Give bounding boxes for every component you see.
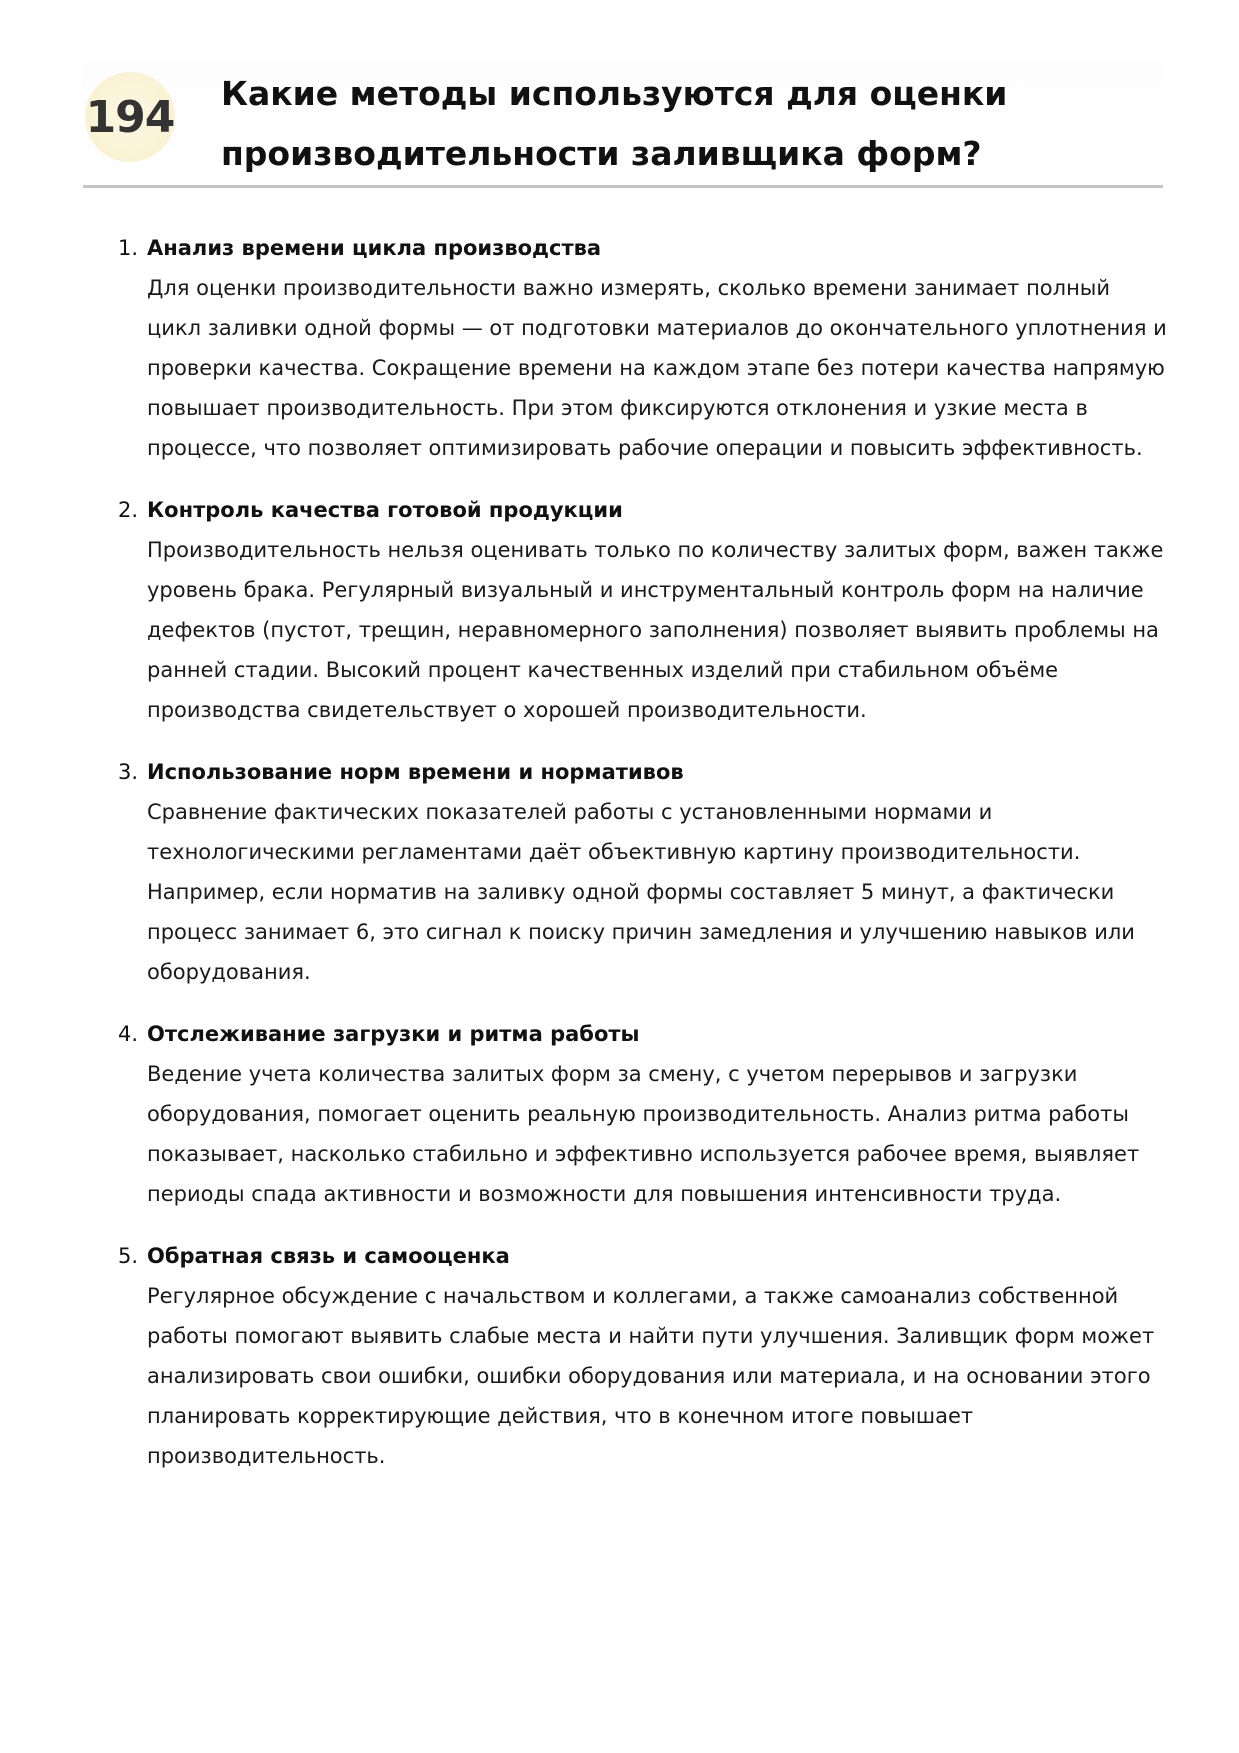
method-number: 4. bbox=[118, 1022, 139, 1046]
method-description: Регулярное обсуждение с начальством и коллегами, а также самоанализ собственной работы помогают выявить слабые места и найти пути улучшения. Заливщик форм может анализировать свои ошибки, ошибки оборудования или материала, и на основании этого планировать корректирующие действия, что в конечном итоге повышает производительность. bbox=[147, 1284, 1155, 1468]
method-description: Производительность нельзя оценивать только по количеству залитых форм, важен также уровень брака. Регулярный визуальный и инструментальный контроль форм на наличие дефектов (пустот, трещин, неравномерного заполнения) позволяет выявить проблемы на ранней стадии. Высокий процент качественных изделий при стабильном объёме производства свидетельствует о хорошей производительности. bbox=[147, 538, 1164, 722]
method-item-2 bbox=[118, 490, 1164, 730]
methods-list bbox=[118, 228, 1167, 1498]
method-number: 2. bbox=[118, 498, 139, 522]
method-number: 1. bbox=[118, 236, 139, 260]
page-title-line-1: Какие методы используются для оценки bbox=[221, 74, 1008, 113]
page-title-line-2: производительности заливщика форм? bbox=[221, 134, 982, 173]
method-description: Сравнение фактических показателей работы с установленными нормами и технологическими регламентами даёт объективную картину производительности. Например, если норматив на заливку одной формы составляет 5 минут, а фактически процесс занимает 6, это сигнал к поиску причин замедления и улучшению навыков или оборудования. bbox=[147, 800, 1135, 984]
method-title: Обратная связь и самооценка bbox=[147, 1244, 510, 1268]
method-title: Анализ времени цикла производства bbox=[147, 236, 602, 260]
method-item-4 bbox=[118, 1014, 1158, 1214]
method-description: Ведение учета количества залитых форм за смену, с учетом перерывов и загрузки оборудования, помогает оценить реальную производительность. Анализ ритма работы показывает, насколько стабильно и эффективно используется рабочее время, выявляет периоды спада активности и возможности для повышения интенсивности труда. bbox=[147, 1062, 1140, 1206]
method-description: Для оценки производительности важно измерять, сколько времени занимает полный цикл заливки одной формы — от подготовки материалов до окончательного уплотнения и проверки качества. Сокращение времени на каждом этапе без потери качества напрямую повышает производительность. При этом фиксируются отклонения и узкие места в процессе, что позволяет оптимизировать рабочие операции и повысить эффективность. bbox=[147, 276, 1167, 460]
page-number-badge: 194 bbox=[85, 72, 175, 162]
page-title bbox=[221, 64, 1121, 184]
method-number: 5. bbox=[118, 1244, 139, 1268]
method-title: Отслеживание загрузки и ритма работы bbox=[147, 1022, 640, 1046]
method-title: Использование норм времени и нормативов bbox=[147, 760, 684, 784]
method-item-3 bbox=[118, 752, 1158, 992]
method-number: 3. bbox=[118, 760, 139, 784]
method-item-5 bbox=[118, 1236, 1158, 1476]
method-title: Контроль качества готовой продукции bbox=[147, 498, 623, 522]
page-header bbox=[83, 60, 1163, 188]
method-item-1 bbox=[118, 228, 1167, 468]
